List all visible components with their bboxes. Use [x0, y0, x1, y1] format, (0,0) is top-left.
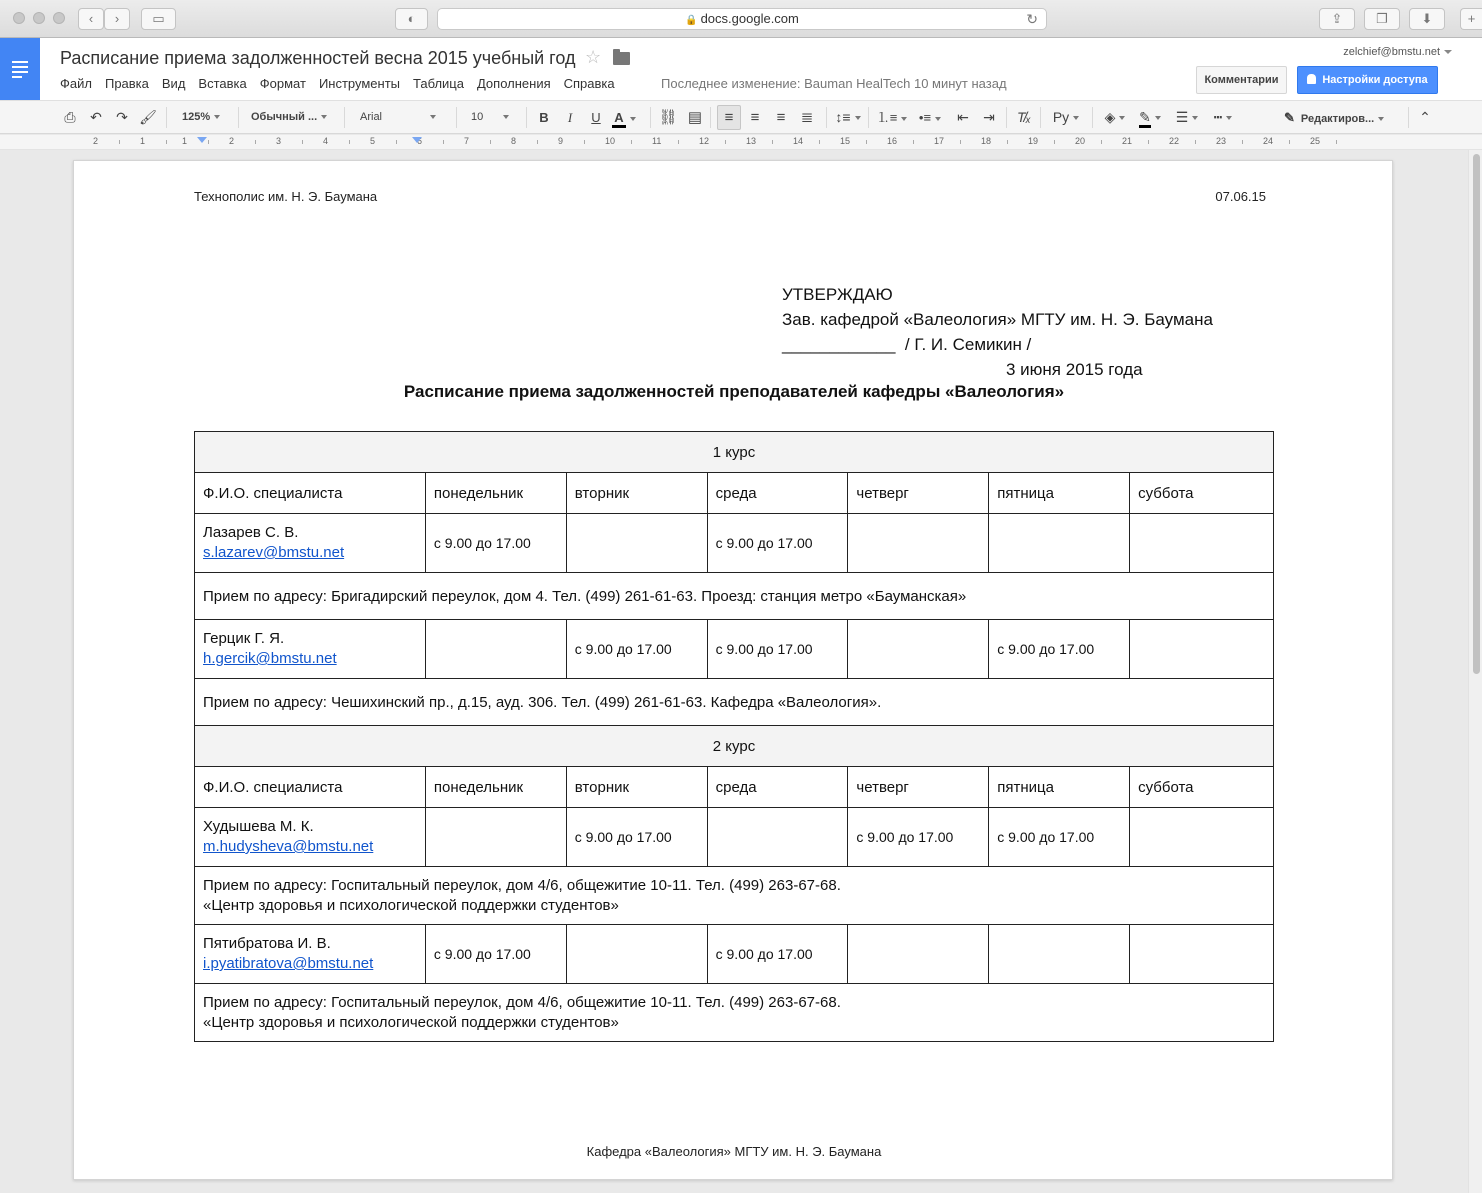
menu-edit[interactable]: Правка [104, 76, 149, 91]
ruler-number: 23 [1216, 136, 1227, 146]
schedule-cell[interactable]: с 9.00 до 17.00 [707, 514, 848, 573]
specialist-name: Герцик Г. Я. [203, 630, 285, 647]
reload-icon[interactable]: ↻ [1026, 11, 1038, 27]
schedule-cell[interactable]: с 9.00 до 17.00 [425, 514, 566, 573]
specialist-cell[interactable] [195, 620, 426, 679]
schedule-cell[interactable]: с 9.00 до 17.00 [425, 925, 566, 984]
collapse-menu-icon[interactable]: ⌃ [1419, 109, 1431, 125]
schedule-cell[interactable]: с 9.00 до 17.00 [848, 808, 989, 867]
back-button[interactable] [78, 8, 104, 30]
link-icon[interactable]: ⛓ [658, 109, 678, 126]
chevron-down-icon [1192, 116, 1198, 120]
specialist-email-link[interactable]: i.pyatibratova@bmstu.net [203, 955, 374, 972]
specialist-cell[interactable] [195, 514, 426, 573]
ruler-number: 16 [887, 136, 898, 146]
align-center-icon[interactable]: ≡ [750, 109, 760, 126]
align-justify-icon[interactable]: ≣ [800, 109, 814, 126]
toolbar-divider [1408, 107, 1409, 128]
address-cell[interactable] [195, 867, 1274, 925]
ruler-number: 3 [276, 136, 282, 146]
toolbar-divider [456, 107, 457, 128]
ruler-tick [1101, 140, 1102, 144]
address-cell[interactable] [195, 984, 1274, 1042]
schedule-cell[interactable] [848, 925, 989, 984]
specialist-name: Пятибратова И. В. [203, 935, 331, 952]
column-header[interactable]: понедельник [425, 767, 566, 808]
ruler-number: 14 [793, 136, 804, 146]
column-header[interactable]: четверг [848, 767, 989, 808]
ruler-number: 24 [1263, 136, 1274, 146]
ruler-tick [725, 140, 726, 144]
column-header[interactable]: суббота [1130, 767, 1274, 808]
page-header-date: 07.06.15 [1215, 189, 1266, 204]
chevron-down-icon[interactable] [1444, 50, 1452, 54]
specialist-row [195, 620, 1274, 679]
input-tools-value: Ру [1052, 109, 1070, 125]
ruler-number: 20 [1075, 136, 1086, 146]
plus-icon: + [1467, 11, 1476, 26]
ruler-number: 5 [370, 136, 376, 146]
schedule-cell[interactable] [848, 514, 989, 573]
toolbar-divider [238, 107, 239, 128]
clear-formatting-icon[interactable]: T̸ₓ [1017, 109, 1031, 125]
sidebar-icon: ▭ [152, 11, 165, 26]
approval-date: 3 июня 2015 года [1006, 360, 1143, 379]
ruler-first-line-marker[interactable] [412, 137, 422, 143]
numbered-list-icon[interactable]: ⒈≡ [876, 101, 908, 134]
ruler-tick [678, 140, 679, 144]
ruler-number: 15 [840, 136, 851, 146]
zoom-window-button[interactable] [53, 12, 65, 24]
address-row [195, 867, 1274, 925]
schedule-cell[interactable] [425, 620, 566, 679]
column-header[interactable]: понедельник [425, 473, 566, 514]
chevron-down-icon [935, 117, 941, 121]
editing-mode-select[interactable] [1284, 101, 1400, 134]
address-text: Прием по адресу: Госпитальный переулок, дом 4/6, общежитие 10-11. Тел. (499) 263-67-68. [203, 993, 841, 1011]
forward-button[interactable] [104, 8, 130, 30]
course-label[interactable]: 2 курс [195, 726, 1274, 767]
chevron-down-icon [1378, 117, 1384, 121]
share-icon: ⇪ [1331, 11, 1343, 26]
increase-indent-icon[interactable]: ⇥ [983, 109, 995, 125]
address-text-extra: «Центр здоровья и психологической поддержки студентов» [203, 1013, 619, 1031]
zoom-value: 125% [182, 111, 211, 123]
ruler-number: 4 [323, 136, 329, 146]
ruler-number: 1 [182, 136, 188, 146]
chevron-left-icon: ‹ [88, 11, 94, 26]
schedule-cell[interactable] [989, 514, 1130, 573]
border-width-icon[interactable]: ☰ [1172, 101, 1202, 134]
specialist-cell[interactable] [195, 808, 426, 867]
ruler-number: 9 [558, 136, 564, 146]
schedule-cell[interactable]: с 9.00 до 17.00 [989, 620, 1130, 679]
menu-file[interactable]: Файл [60, 76, 92, 91]
toolbar-divider [650, 107, 651, 128]
chevron-down-icon [901, 117, 907, 121]
page-footer: Кафедра «Валеология» МГТУ им. Н. Э. Баумана [586, 1144, 882, 1159]
chevron-down-icon [1226, 116, 1232, 120]
ruler-tick [584, 140, 585, 144]
schedule-cell[interactable] [425, 808, 566, 867]
specialist-row [195, 808, 1274, 867]
bulleted-list-icon[interactable]: •≡ [914, 101, 946, 134]
ruler-number: 11 [652, 136, 662, 146]
course-label[interactable]: 1 курс [195, 432, 1274, 473]
close-window-button[interactable] [13, 12, 25, 24]
comments-button[interactable]: Комментарии [1196, 66, 1287, 94]
column-header[interactable]: суббота [1130, 473, 1274, 514]
schedule-title: Расписание приема задолженностей преподавателей кафедры «Валеология» [403, 382, 1065, 401]
border-dash-icon[interactable]: ┅ [1208, 101, 1238, 134]
address-cell[interactable] [195, 573, 1274, 620]
folder-icon[interactable] [613, 52, 630, 65]
specialist-row [195, 514, 1274, 573]
schedule-cell[interactable] [1130, 808, 1274, 867]
downloads-button[interactable] [1409, 8, 1445, 30]
align-left-icon[interactable]: ≡ [724, 109, 734, 126]
font-value: Arial [360, 111, 383, 123]
download-icon: ⬇ [1421, 11, 1433, 26]
ruler-tick [208, 140, 209, 144]
ruler-tick [866, 140, 867, 144]
ruler-tick [631, 140, 632, 144]
toolbar-divider [1006, 107, 1007, 128]
schedule-cell[interactable] [707, 808, 848, 867]
menu-view[interactable]: Вид [161, 76, 186, 91]
document-page[interactable] [73, 160, 1393, 1180]
ruler-number: 7 [464, 136, 470, 146]
menu-insert[interactable]: Вставка [198, 76, 247, 91]
paint-format-icon[interactable]: 🖌 [139, 109, 157, 125]
specialist-email-link[interactable]: h.gercik@bmstu.net [203, 650, 337, 667]
chevron-down-icon [1073, 116, 1079, 120]
toolbar-divider [1092, 107, 1093, 128]
underline-icon[interactable]: U [591, 110, 601, 125]
ruler-tick [302, 140, 303, 144]
style-value: Обычный ... [251, 111, 318, 123]
address-text-extra: «Центр здоровья и психологической поддержки студентов» [203, 896, 619, 914]
menu-bar [60, 76, 628, 91]
header-row [195, 767, 1274, 808]
ruler-tick [490, 140, 491, 144]
docs-header [0, 38, 1482, 100]
ruler-number: 10 [605, 136, 616, 146]
text-color-icon[interactable]: A [612, 101, 636, 134]
new-tab-button[interactable] [1460, 8, 1482, 30]
course-row [195, 432, 1274, 473]
specialist-name: Лазарев С. В. [203, 524, 299, 541]
ruler-tick [819, 140, 820, 144]
chevron-right-icon: › [114, 11, 120, 26]
specialist-cell[interactable] [195, 925, 426, 984]
last-edit-status[interactable]: Последнее изменение: Bauman HealTech 10 минут назад [661, 76, 1007, 91]
share-page-button[interactable] [1319, 8, 1355, 30]
docs-icon [12, 61, 28, 81]
schedule-cell[interactable]: с 9.00 до 17.00 [707, 620, 848, 679]
address-row [195, 984, 1274, 1042]
address-text: Прием по адресу: Чешихинский пр., д.15, ауд. 306. Тел. (499) 261-61-63. Кафедра «Валеология». [203, 693, 882, 711]
approval-block [782, 282, 1213, 382]
column-header[interactable]: Ф.И.О. специалиста [195, 473, 426, 514]
ruler-tick [1242, 140, 1243, 144]
ruler-number: 18 [981, 136, 992, 146]
chevron-down-icon [214, 115, 220, 119]
share-button[interactable] [1297, 66, 1438, 94]
editing-mode-value: Редактиров... [1300, 113, 1375, 125]
ruler-number: 25 [1310, 136, 1321, 146]
tabs-icon: ❐ [1376, 11, 1388, 26]
schedule-cell[interactable] [1130, 514, 1274, 573]
ruler[interactable] [0, 135, 1482, 150]
ruler-number: 1 [140, 136, 146, 146]
column-header[interactable]: Ф.И.О. специалиста [195, 767, 426, 808]
ruler-number: 2 [229, 136, 235, 146]
tabs-button[interactable] [1364, 8, 1400, 30]
ruler-number: 22 [1169, 136, 1180, 146]
ruler-left-indent-marker[interactable] [197, 137, 207, 143]
chevron-down-icon [503, 115, 509, 119]
column-header[interactable]: среда [707, 767, 848, 808]
specialist-row [195, 925, 1274, 984]
header-row [195, 473, 1274, 514]
decrease-indent-icon[interactable]: ⇤ [957, 109, 969, 125]
star-icon[interactable]: ☆ [585, 47, 602, 67]
ruler-tick [1289, 140, 1290, 144]
schedule-cell[interactable] [1130, 620, 1274, 679]
toolbar-divider [868, 107, 869, 128]
chevron-down-icon [1155, 116, 1161, 120]
menu-table[interactable]: Таблица [413, 76, 464, 91]
ruler-tick [443, 140, 444, 144]
lock-icon: 🔒 [685, 15, 698, 26]
chevron-down-icon [855, 116, 861, 120]
ruler-number: 21 [1122, 136, 1133, 146]
menu-tools[interactable]: Инструменты [318, 76, 400, 91]
chevron-down-icon [1119, 116, 1125, 120]
vertical-scrollbar[interactable] [1468, 150, 1482, 1193]
ruler-tick [960, 140, 961, 144]
menu-addons[interactable]: Дополнения [476, 76, 551, 91]
ruler-tick [537, 140, 538, 144]
schedule-cell[interactable]: с 9.00 до 17.00 [989, 808, 1130, 867]
specialist-name: Худышева М. К. [203, 818, 314, 835]
specialist-email-link[interactable]: s.lazarev@bmstu.net [203, 544, 345, 561]
style-select[interactable] [251, 101, 336, 134]
ruler-tick [1007, 140, 1008, 144]
schedule-cell[interactable]: с 9.00 до 17.00 [566, 620, 707, 679]
shield-icon: ◐ [407, 11, 416, 26]
ruler-number: 6 [417, 136, 423, 146]
schedule-cell[interactable] [566, 514, 707, 573]
address-text: Прием по адресу: Бригадирский переулок, дом 4. Тел. (499) 261-61-63. Проезд: станция метро «Бауманская» [203, 587, 967, 605]
toolbar-divider [526, 107, 527, 128]
bold-icon[interactable]: B [539, 110, 549, 125]
ruler-tick [1195, 140, 1196, 144]
ruler-number: 8 [511, 136, 517, 146]
schedule-cell[interactable] [989, 925, 1130, 984]
align-right-icon[interactable]: ≡ [776, 109, 786, 126]
toolbar-divider [710, 107, 711, 128]
schedule-cell[interactable]: с 9.00 до 17.00 [707, 925, 848, 984]
scrollbar-thumb[interactable] [1473, 154, 1480, 674]
ruler-tick [255, 140, 256, 144]
comment-icon[interactable]: ▤ [687, 109, 703, 126]
font-size-value: 10 [471, 111, 484, 123]
ruler-number: 19 [1028, 136, 1039, 146]
ruler-tick [772, 140, 773, 144]
pencil-icon: ✎ [1284, 110, 1295, 125]
address-text: docs.google.com [700, 11, 799, 26]
highlight-color-icon[interactable]: ◈ [1100, 101, 1130, 134]
toolbar-divider [166, 107, 167, 128]
docs-logo[interactable] [0, 38, 40, 100]
approval-signature: ____________ / Г. И. Семикин / [782, 335, 1032, 354]
undo-icon[interactable]: ↶ [90, 109, 102, 125]
italic-icon[interactable]: I [567, 110, 573, 125]
column-header[interactable]: вторник [566, 767, 707, 808]
ruler-tick [349, 140, 350, 144]
toolbar-divider [826, 107, 827, 128]
ruler-tick [1336, 140, 1337, 144]
menu-help[interactable]: Справка [563, 76, 615, 91]
address-bar[interactable] [437, 8, 1047, 30]
minimize-window-button[interactable] [33, 12, 45, 24]
line-spacing-icon[interactable]: ↕≡ [834, 101, 862, 134]
toolbar-divider [344, 107, 345, 128]
schedule-cell[interactable]: с 9.00 до 17.00 [566, 808, 707, 867]
address-row [195, 573, 1274, 620]
chevron-down-icon [430, 115, 436, 119]
ruler-tick [1148, 140, 1149, 144]
print-icon[interactable]: ⎙ [64, 109, 76, 125]
sidebar-toggle-button[interactable] [141, 8, 176, 30]
document-title[interactable]: Расписание приема задолженностей весна 2015 учебный год [60, 48, 576, 68]
schedule-cell[interactable] [1130, 925, 1274, 984]
specialist-email-link[interactable]: m.hudysheva@bmstu.net [203, 838, 374, 855]
column-header[interactable]: четверг [848, 473, 989, 514]
schedule-cell[interactable] [566, 925, 707, 984]
ruler-number: 13 [746, 136, 757, 146]
schedule-table [194, 431, 1274, 1042]
column-header[interactable]: пятница [989, 767, 1130, 808]
approval-heading: УТВЕРЖДАЮ [782, 285, 893, 304]
ruler-number: 17 [934, 136, 945, 146]
font-size-select[interactable] [471, 101, 521, 134]
zoom-select[interactable] [182, 101, 232, 134]
ruler-number: 12 [699, 136, 710, 146]
course-row [195, 726, 1274, 767]
ruler-tick [119, 140, 120, 144]
address-row [195, 679, 1274, 726]
approval-position: Зав. кафедрой «Валеология» МГТУ им. Н. Э. Баумана [782, 310, 1213, 329]
ruler-tick [396, 140, 397, 144]
address-text: Прием по адресу: Госпитальный переулок, дом 4/6, общежитие 10-11. Тел. (499) 263-67-68. [203, 876, 841, 894]
ruler-tick [1054, 140, 1055, 144]
toolbar-divider [1040, 107, 1041, 128]
privacy-button[interactable] [395, 8, 428, 30]
schedule-cell[interactable] [848, 620, 989, 679]
ruler-tick [913, 140, 914, 144]
ruler-number: 2 [93, 136, 99, 146]
browser-toolbar [0, 0, 1482, 38]
redo-icon[interactable]: ↷ [116, 109, 128, 125]
menu-format[interactable]: Формат [259, 76, 306, 91]
person-icon [1307, 74, 1316, 84]
chevron-down-icon [321, 115, 327, 119]
formatting-toolbar [0, 100, 1482, 134]
share-button-label: Настройки доступа [1322, 74, 1428, 86]
page-header-left: Технополис им. Н. Э. Баумана [194, 189, 378, 204]
column-header[interactable]: вторник [566, 473, 707, 514]
user-email[interactable]: zelchief@bmstu.net [1343, 46, 1440, 58]
input-tools-select[interactable] [1048, 101, 1084, 134]
chevron-down-icon [630, 117, 636, 121]
column-header[interactable]: среда [707, 473, 848, 514]
address-cell[interactable] [195, 679, 1274, 726]
border-color-icon[interactable]: ✎ [1134, 101, 1166, 134]
font-select[interactable] [360, 101, 445, 134]
column-header[interactable]: пятница [989, 473, 1130, 514]
ruler-tick [166, 140, 167, 144]
